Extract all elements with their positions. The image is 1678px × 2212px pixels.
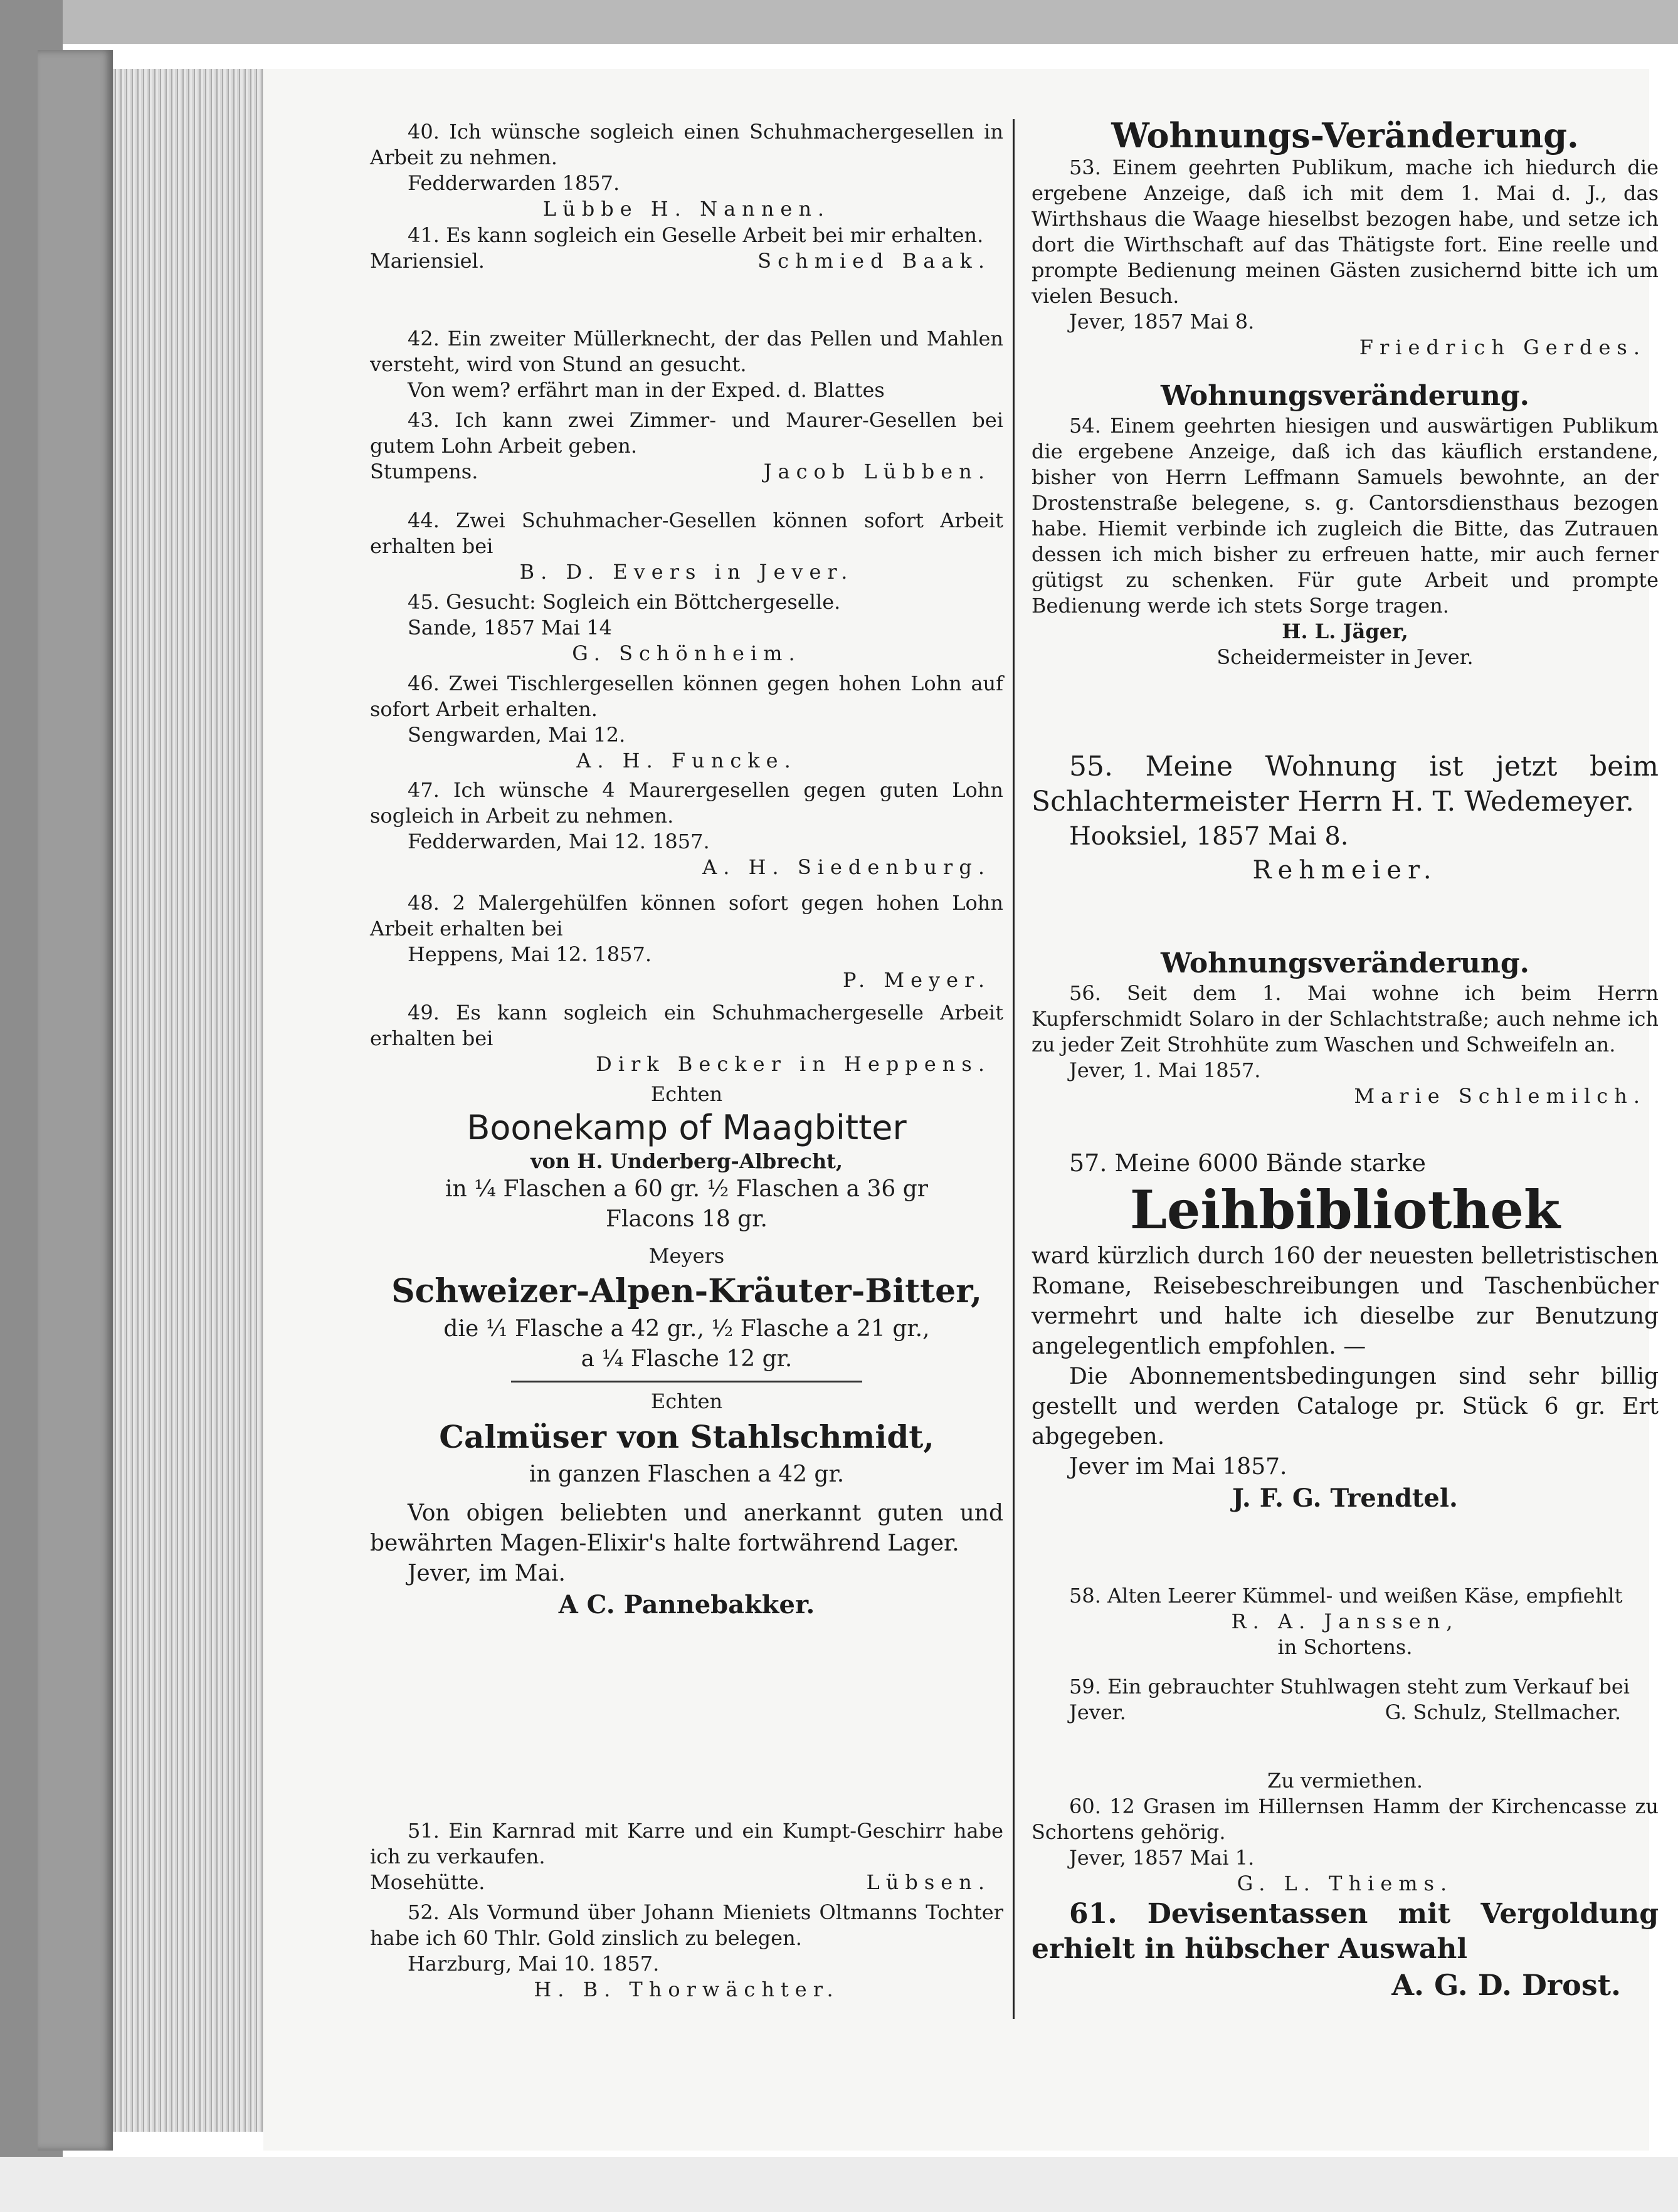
ad-46 — [370, 671, 1003, 774]
ad-signature: Lübsen. — [866, 1870, 991, 1894]
ad-text: 46. Zwei Tischlergesellen können gegen hohen Lohn auf sofort Arbeit erhalten. — [370, 672, 1003, 721]
page-stack-edge — [113, 69, 263, 2132]
ad-signature: H. B. Thorwächter. — [534, 1978, 840, 2001]
ad-place: Jever im Mai 1857. — [1069, 1454, 1287, 1480]
ad-signature: Jacob Lübben. — [763, 460, 991, 483]
bitter-place: Jever, im Mai. — [408, 1561, 566, 1586]
ad-place: Sengwarden, Mai 12. — [408, 723, 626, 747]
ad-signature: R. A. Janssen, — [1231, 1609, 1459, 1633]
scan-background — [0, 0, 1678, 44]
ad-text: 53. Einem geehrten Publikum, mache ich hiedurch die ergebene Anzeige, daß ich mit dem 1. Mai d. J., das Wirthshaus die Waage hieselbst bezogen habe, und setze ich dort die Wirthschaft auf das Thätigste fort. Eine reelle und prompte Bedienung meinen Gästen zusichernd bitte ich um vielen Besuch. — [1032, 155, 1659, 308]
ad-signature: A. H. Siedenburg. — [702, 855, 991, 879]
bitter-line-10: Echten — [650, 1389, 723, 1413]
ad-footer — [370, 248, 1003, 274]
ad-47 — [370, 777, 1003, 880]
ad-footer — [370, 459, 1003, 485]
ad-48 — [370, 890, 1003, 993]
ad-45 — [370, 589, 1003, 666]
ad-57 — [1032, 1147, 1659, 1515]
ad-53 — [1032, 116, 1659, 361]
ad-text: 40. Ich wünsche sogleich einen Schuhmachergesellen in Arbeit zu nehmen. — [370, 120, 1003, 169]
ad-signature: Lübbe H. Nannen. — [542, 197, 831, 221]
ad-place: Fedderwarden, Mai 12. 1857. — [408, 830, 710, 853]
bitter-body: Von obigen beliebten und anerkannt guten und bewährten Magen-Elixir's halte fortwährend Lager. — [370, 1500, 1003, 1556]
ad-text: 60. 12 Grasen im Hillernsen Hamm der Kirchencasse zu Schortens gehörig. — [1032, 1794, 1659, 1844]
bitter-title: Boonekamp of Maagbitter — [467, 1108, 907, 1147]
ad-52 — [370, 1900, 1003, 2003]
ad-text: 59. Ein gebrauchter Stuhlwagen steht zum Verkauf bei — [1069, 1675, 1630, 1698]
ad-place: Fedderwarden 1857. — [408, 171, 620, 195]
ad-note: Von wem? erfährt man in der Exped. d. Blattes — [408, 378, 885, 402]
ad-signature: Schmied Baak. — [757, 249, 991, 273]
ad-61 — [1032, 1897, 1659, 2003]
ad-55 — [1032, 749, 1659, 887]
ad-text: 51. Ein Karnrad mit Karre und ein Kumpt-Geschirr habe ich zu verkaufen. — [370, 1819, 1003, 1868]
bitter-schweizer: Schweizer-Alpen-Kräuter-Bitter, — [391, 1272, 982, 1310]
ad-signature: G. Schulz, Stellmacher. — [1385, 1700, 1621, 1724]
column-divider — [1013, 119, 1015, 2019]
ad-signature: B. D. Evers in Jever. — [519, 560, 854, 584]
ad-text: 44. Zwei Schuhmacher-Gesellen können sofort Arbeit erhalten bei — [370, 508, 1003, 558]
ad-49 — [370, 1000, 1003, 1077]
ad-signature: A. G. D. Drost. — [1391, 1968, 1621, 2002]
ad-signature: Dirk Becker in Heppens. — [596, 1052, 991, 1076]
ad-place: Harzburg, Mai 10. 1857. — [408, 1952, 660, 1976]
ad-text: 47. Ich wünsche 4 Maurergesellen gegen guten Lohn sogleich in Arbeit zu nehmen. — [370, 778, 1003, 828]
ad-text: 48. 2 Malergehülfen können sofort gegen hohen Lohn Arbeit erhalten bei — [370, 891, 1003, 940]
ad-signature: Friedrich Gerdes. — [1359, 335, 1646, 359]
ad-text: 43. Ich kann zwei Zimmer- und Maurer-Gesellen bei gutem Lohn Arbeit geben. — [370, 408, 1003, 458]
ad-42 — [370, 326, 1003, 403]
ad-54 — [1032, 379, 1659, 670]
ad-heading: Wohnungsveränderung. — [1161, 947, 1529, 979]
bitter-prices-2: die ⅟₁ Flasche a 42 gr., ½ Flasche a 21 gr., — [443, 1316, 930, 1342]
ad-leihbibliothek: Leihbibliothek — [1129, 1179, 1561, 1241]
ad-40 — [370, 119, 1003, 222]
ad-59 — [1032, 1674, 1659, 1725]
ad-60 — [1032, 1768, 1659, 1897]
bitter-flacons: Flacons 18 gr. — [606, 1206, 768, 1232]
bitter-prices-3: a ¼ Flasche 12 gr. — [581, 1346, 793, 1372]
ad-place: Jever, 1857 Mai 8. — [1069, 310, 1255, 334]
ad-place: Jever, 1857 Mai 1. — [1069, 1846, 1255, 1870]
right-column — [1032, 69, 1659, 2151]
ad-heading: Wohnungs-Veränderung. — [1111, 115, 1579, 155]
newspaper-page — [263, 69, 1659, 2151]
ad-text: 58. Alten Leerer Kümmel- und weißen Käse, empfiehlt — [1069, 1584, 1623, 1608]
ad-signature: Rehmeier. — [1252, 856, 1438, 885]
bitter-prices: in ¼ Flaschen a 60 gr. ½ Flaschen a 36 gr — [445, 1176, 928, 1202]
ad-bitter — [370, 1082, 1003, 1621]
ad-signature: J. F. G. Trendtel. — [1232, 1483, 1458, 1513]
scan-background-bottom — [0, 2157, 1678, 2212]
ad-51 — [370, 1818, 1003, 1895]
ad-43 — [370, 408, 1003, 485]
divider-rule — [511, 1381, 862, 1382]
ad-56 — [1032, 947, 1659, 1109]
ad-signature: A. H. Funcke. — [576, 749, 797, 772]
ad-text: 56. Seit dem 1. Mai wohne ich beim Herrn Kupferschmidt Solaro in der Schlachtstraße; auch nehme ich zu jeder Zeit Strohhüte zum Waschen und Schweifeln an. — [1032, 981, 1659, 1056]
ad-signature: H. L. Jäger, — [1282, 619, 1408, 643]
bitter-line-1: Echten — [650, 1082, 723, 1106]
ad-place: Jever. — [1069, 1700, 1126, 1724]
ad-text: 54. Einem geehrten hiesigen und auswärtigen Publikum die ergebene Anzeige, daß ich das käuflich erstandene, bisher von Herrn Leffmann Samuels bewohnte, an der Drostenstraße belegene, s. g. Cantorsdiensthaus bezogen habe. Hiemit verbinde ich zugleich die Bitte, das Zutrauen dessen ich mich bisher zu erfreuen hatte, mir auch ferner gütigst zu schenken. Für gute Arbeit und prompte Bedienung werde ich stets Sorge tragen. — [1032, 414, 1659, 618]
ad-44 — [370, 508, 1003, 585]
ad-footer — [1032, 1700, 1659, 1725]
ad-place: Hooksiel, 1857 Mai 8. — [1069, 822, 1349, 851]
ad-place: Mariensiel. — [370, 249, 485, 273]
ad-text: 52. Als Vormund über Johann Mieniets Oltmanns Tochter habe ich 60 Thlr. Gold zinslich zu belegen. — [370, 1900, 1003, 1950]
ad-text: ward kürzlich durch 160 der neuesten belletristischen Romane, Reisebeschreibungen und Taschenbücher vermehrt und halte ich dieselbe zur Benutzung angelegentlich empfohlen. — — [1032, 1243, 1659, 1359]
bitter-line-6: Meyers — [648, 1244, 725, 1268]
ad-signature: Marie Schlemilch. — [1354, 1084, 1646, 1108]
ad-place: Jever, 1. Mai 1857. — [1069, 1058, 1261, 1082]
book-cover — [38, 50, 113, 2151]
ad-place: Mosehütte. — [370, 1870, 485, 1894]
ad-41 — [370, 223, 1003, 274]
ad-footer — [370, 1870, 1003, 1895]
ad-text: 41. Es kann sogleich ein Geselle Arbeit bei mir erhalten. — [408, 223, 984, 247]
ad-signature-line-2: Scheidermeister in Jever. — [1216, 645, 1474, 669]
left-column — [370, 69, 1003, 2151]
ad-heading: Wohnungsveränderung. — [1161, 380, 1529, 412]
bitter-prices-4: in ganzen Flaschen a 42 gr. — [529, 1462, 845, 1487]
ad-text: 42. Ein zweiter Müllerknecht, der das Pellen und Mahlen versteht, wird von Stund an gesucht. — [370, 327, 1003, 376]
ad-text-2: Die Abonnementsbedingungen sind sehr billig gestellt und werden Cataloge pr. Stück 6 gr. Ert abgegeben. — [1032, 1364, 1659, 1450]
bitter-signature: A C. Pannebakker. — [558, 1590, 815, 1620]
ad-place: Heppens, Mai 12. 1857. — [408, 942, 652, 966]
ad-58 — [1032, 1583, 1659, 1660]
ad-signature: G. L. Thiems. — [1237, 1872, 1454, 1895]
ad-text: 61. Devisentassen mit Vergoldung erhielt in hübscher Auswahl — [1032, 1898, 1659, 1965]
ad-text: 45. Gesucht: Sogleich ein Böttchergeselle. — [408, 590, 841, 614]
ad-signature: G. Schönheim. — [572, 641, 801, 665]
ad-text: 55. Meine Wohnung ist jetzt beim Schlachtermeister Herrn H. T. Wedemeyer. — [1032, 750, 1659, 818]
ad-signature: P. Meyer. — [842, 968, 991, 992]
ad-heading: Zu vermiethen. — [1267, 1769, 1423, 1793]
bitter-maker: von H. Underberg-Albrecht, — [530, 1149, 843, 1173]
ad-text: 49. Es kann sogleich ein Schuhmachergeselle Arbeit erhalten bei — [370, 1001, 1003, 1050]
ad-place: Sande, 1857 Mai 14 — [408, 616, 612, 640]
ad-line-1: 57. Meine 6000 Bände starke — [1069, 1149, 1426, 1177]
ad-place: Stumpens. — [370, 460, 478, 483]
ad-signature-line-2: in Schortens. — [1277, 1635, 1413, 1659]
bitter-calmuser: Calmüser von Stahlschmidt, — [439, 1418, 934, 1455]
